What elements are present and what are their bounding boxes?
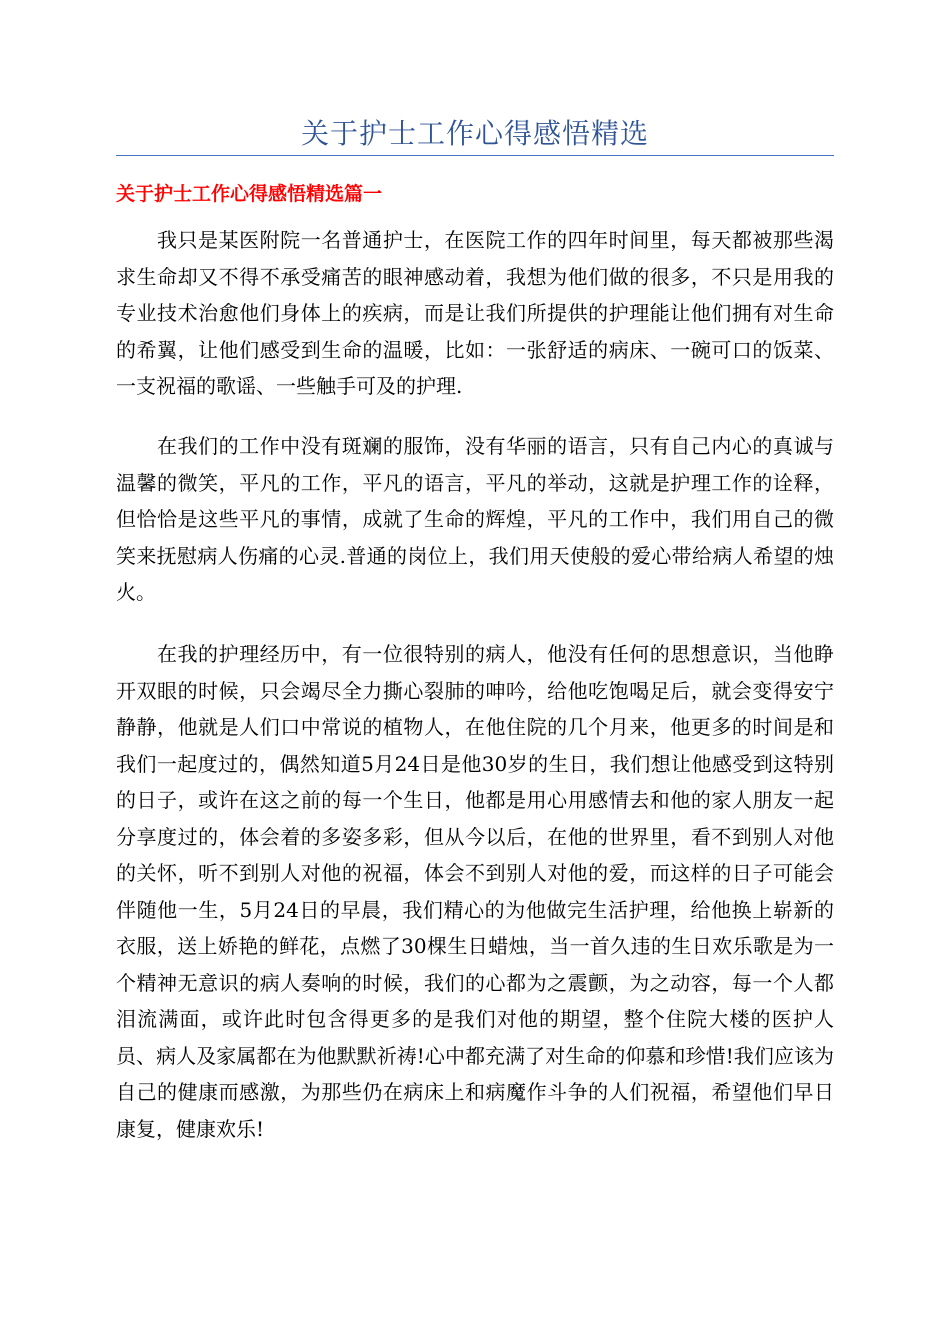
- body-paragraph-1: 我只是某医附院一名普通护士，在医院工作的四年时间里，每天都被那些渴求生命却又不得不承受痛苦的眼神感动着，我想为他们做的很多，不只是用我的专业技术治愈他们身体上的疾病，而是让我们所提供的护理能让他们拥有对生命的希翼，让他们感受到生命的温暖，比如：一张舒适的病床、一碗可口的饭菜、一支祝福的歌谣、一些触手可及的护理.: [116, 228, 834, 398]
- body-paragraph-2: 在我们的工作中没有斑斓的服饰，没有华丽的语言，只有自己内心的真诚与温馨的微笑，平凡的工作，平凡的语言，平凡的举动，这就是护理工作的诠释，但恰恰是这些平凡的事情，成就了生命的辉煌，平凡的工作中，我们用自己的微笑来抚慰病人伤痛的心灵.普通的岗位上，我们用天使般的爱心带给病人希望的烛火。: [116, 434, 834, 604]
- document-title: 关于护士工作心得感悟精选: [300, 117, 649, 150]
- section-heading: 关于护士工作心得感悟精选篇一: [116, 183, 383, 205]
- title-underline-rule: [116, 155, 834, 156]
- body-paragraph-3: 在我的护理经历中，有一位很特别的病人，他没有任何的思想意识，当他睁开双眼的时候，只会竭尽全力撕心裂肺的呻吟，给他吃饱喝足后，就会变得安宁静静，他就是人们口中常说的植物人，在他住院的几个月来，他更多的时间是和我们一起度过的，偶然知道5月24日是他30岁的生日，我们想让他感受到这特别的日子，或许在这之前的每一个生日，他都是用心用感情去和他的家人朋友一起分享度过的，体会着的多姿多彩，但从今以后，在他的世界里，看不到别人对他的关怀，听不到别人对他的祝福，体会不到别人对他的爱，而这样的日子可能会伴随他一生，5月24日的早晨，我们精心的为他做完生活护理，给他换上崭新的衣服，送上娇艳的鲜花，点燃了30棵生日蜡烛，当一首久违的生日欢乐歌是为一个精神无意识的病人奏响的时候，我们的心都为之震颤，为之动容，每一个人都泪流满面，或许此时包含得更多的是我们对他的期望，整个住院大楼的医护人员、病人及家属都在为他默默祈祷!心中都充满了对生命的仰慕和珍惜!我们应该为自己的健康而感激，为那些仍在病床上和病魔作斗争的人们祝福，希望他们早日康复，健康欢乐!: [116, 642, 834, 1141]
